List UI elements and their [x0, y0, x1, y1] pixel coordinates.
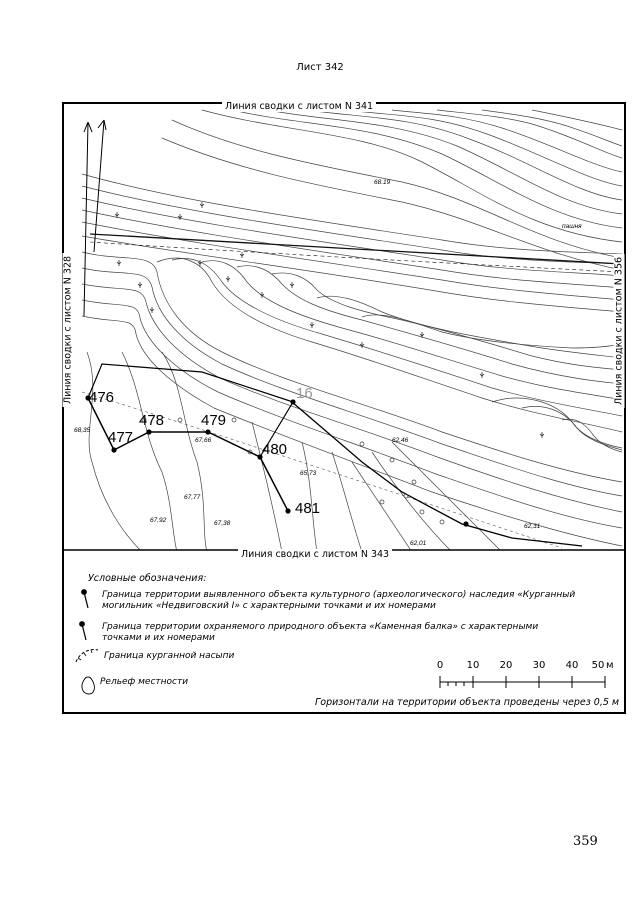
edge-label-bottom: Линия сводки с листом N 343 [238, 549, 392, 561]
scale-unit: м [606, 660, 614, 671]
scale-tick-label: 20 [499, 660, 513, 671]
point-label-478: 478 [139, 412, 165, 429]
land-type-label: пашня [562, 223, 582, 230]
point-label-480: 480 [262, 441, 288, 458]
point-label-477: 477 [108, 429, 134, 446]
elevation-label: 62,01 [410, 540, 427, 547]
elevation-label: 67,38 [214, 520, 231, 527]
elevation-label: 67,77 [184, 494, 201, 501]
legend-item-protected-boundary: Граница территории охраняемого природного объекта «Каменная балка» с характерными точками и их номерами [102, 622, 539, 643]
scale-tick-label: 40 [565, 660, 579, 671]
point-label-476: 476 [89, 389, 115, 406]
elevation-label: 68,35 [74, 427, 91, 434]
legend-item-kurgan-boundary: Граница курганной насыпи [104, 651, 235, 661]
elevation-label: 62,31 [524, 523, 541, 530]
sheet-title: Лист 342 [296, 62, 344, 73]
point-label-481: 481 [295, 500, 321, 517]
elevation-label: 62,46 [392, 437, 409, 444]
elevation-label: 67,66 [195, 437, 212, 444]
scale-tick-label: 10 [466, 660, 480, 671]
edge-label-right: Линия сводки с листом N 356 [614, 254, 625, 408]
scale-tick-label: 0 [436, 660, 444, 671]
scale-tick-label: 50 [591, 660, 605, 671]
legend-item-heritage-boundary: Граница территории выявленного объекта культурного (археологического) наследия «Курганный могильник «Недвиговский I» с характерными точками и их номерами [102, 590, 576, 611]
page-number: 359 [573, 834, 598, 849]
legend-item-relief: Рельеф местности [100, 677, 189, 687]
point-label-479: 479 [201, 412, 227, 429]
edge-label-top: Линия сводки с листом N 341 [222, 102, 376, 112]
point-label-16: 16 [296, 385, 313, 402]
elevation-label: 68.19 [374, 179, 391, 186]
elevation-label: 65,73 [300, 470, 317, 477]
edge-label-left: Линия сводки с листом N 328 [63, 253, 74, 407]
elevation-label: 67,92 [150, 517, 167, 524]
contour-note: Горизонтали на территории объекта проведены через 0,5 м [315, 697, 620, 708]
scale-tick-label: 30 [532, 660, 546, 671]
legend-title: Условные обозначения: [88, 573, 207, 584]
